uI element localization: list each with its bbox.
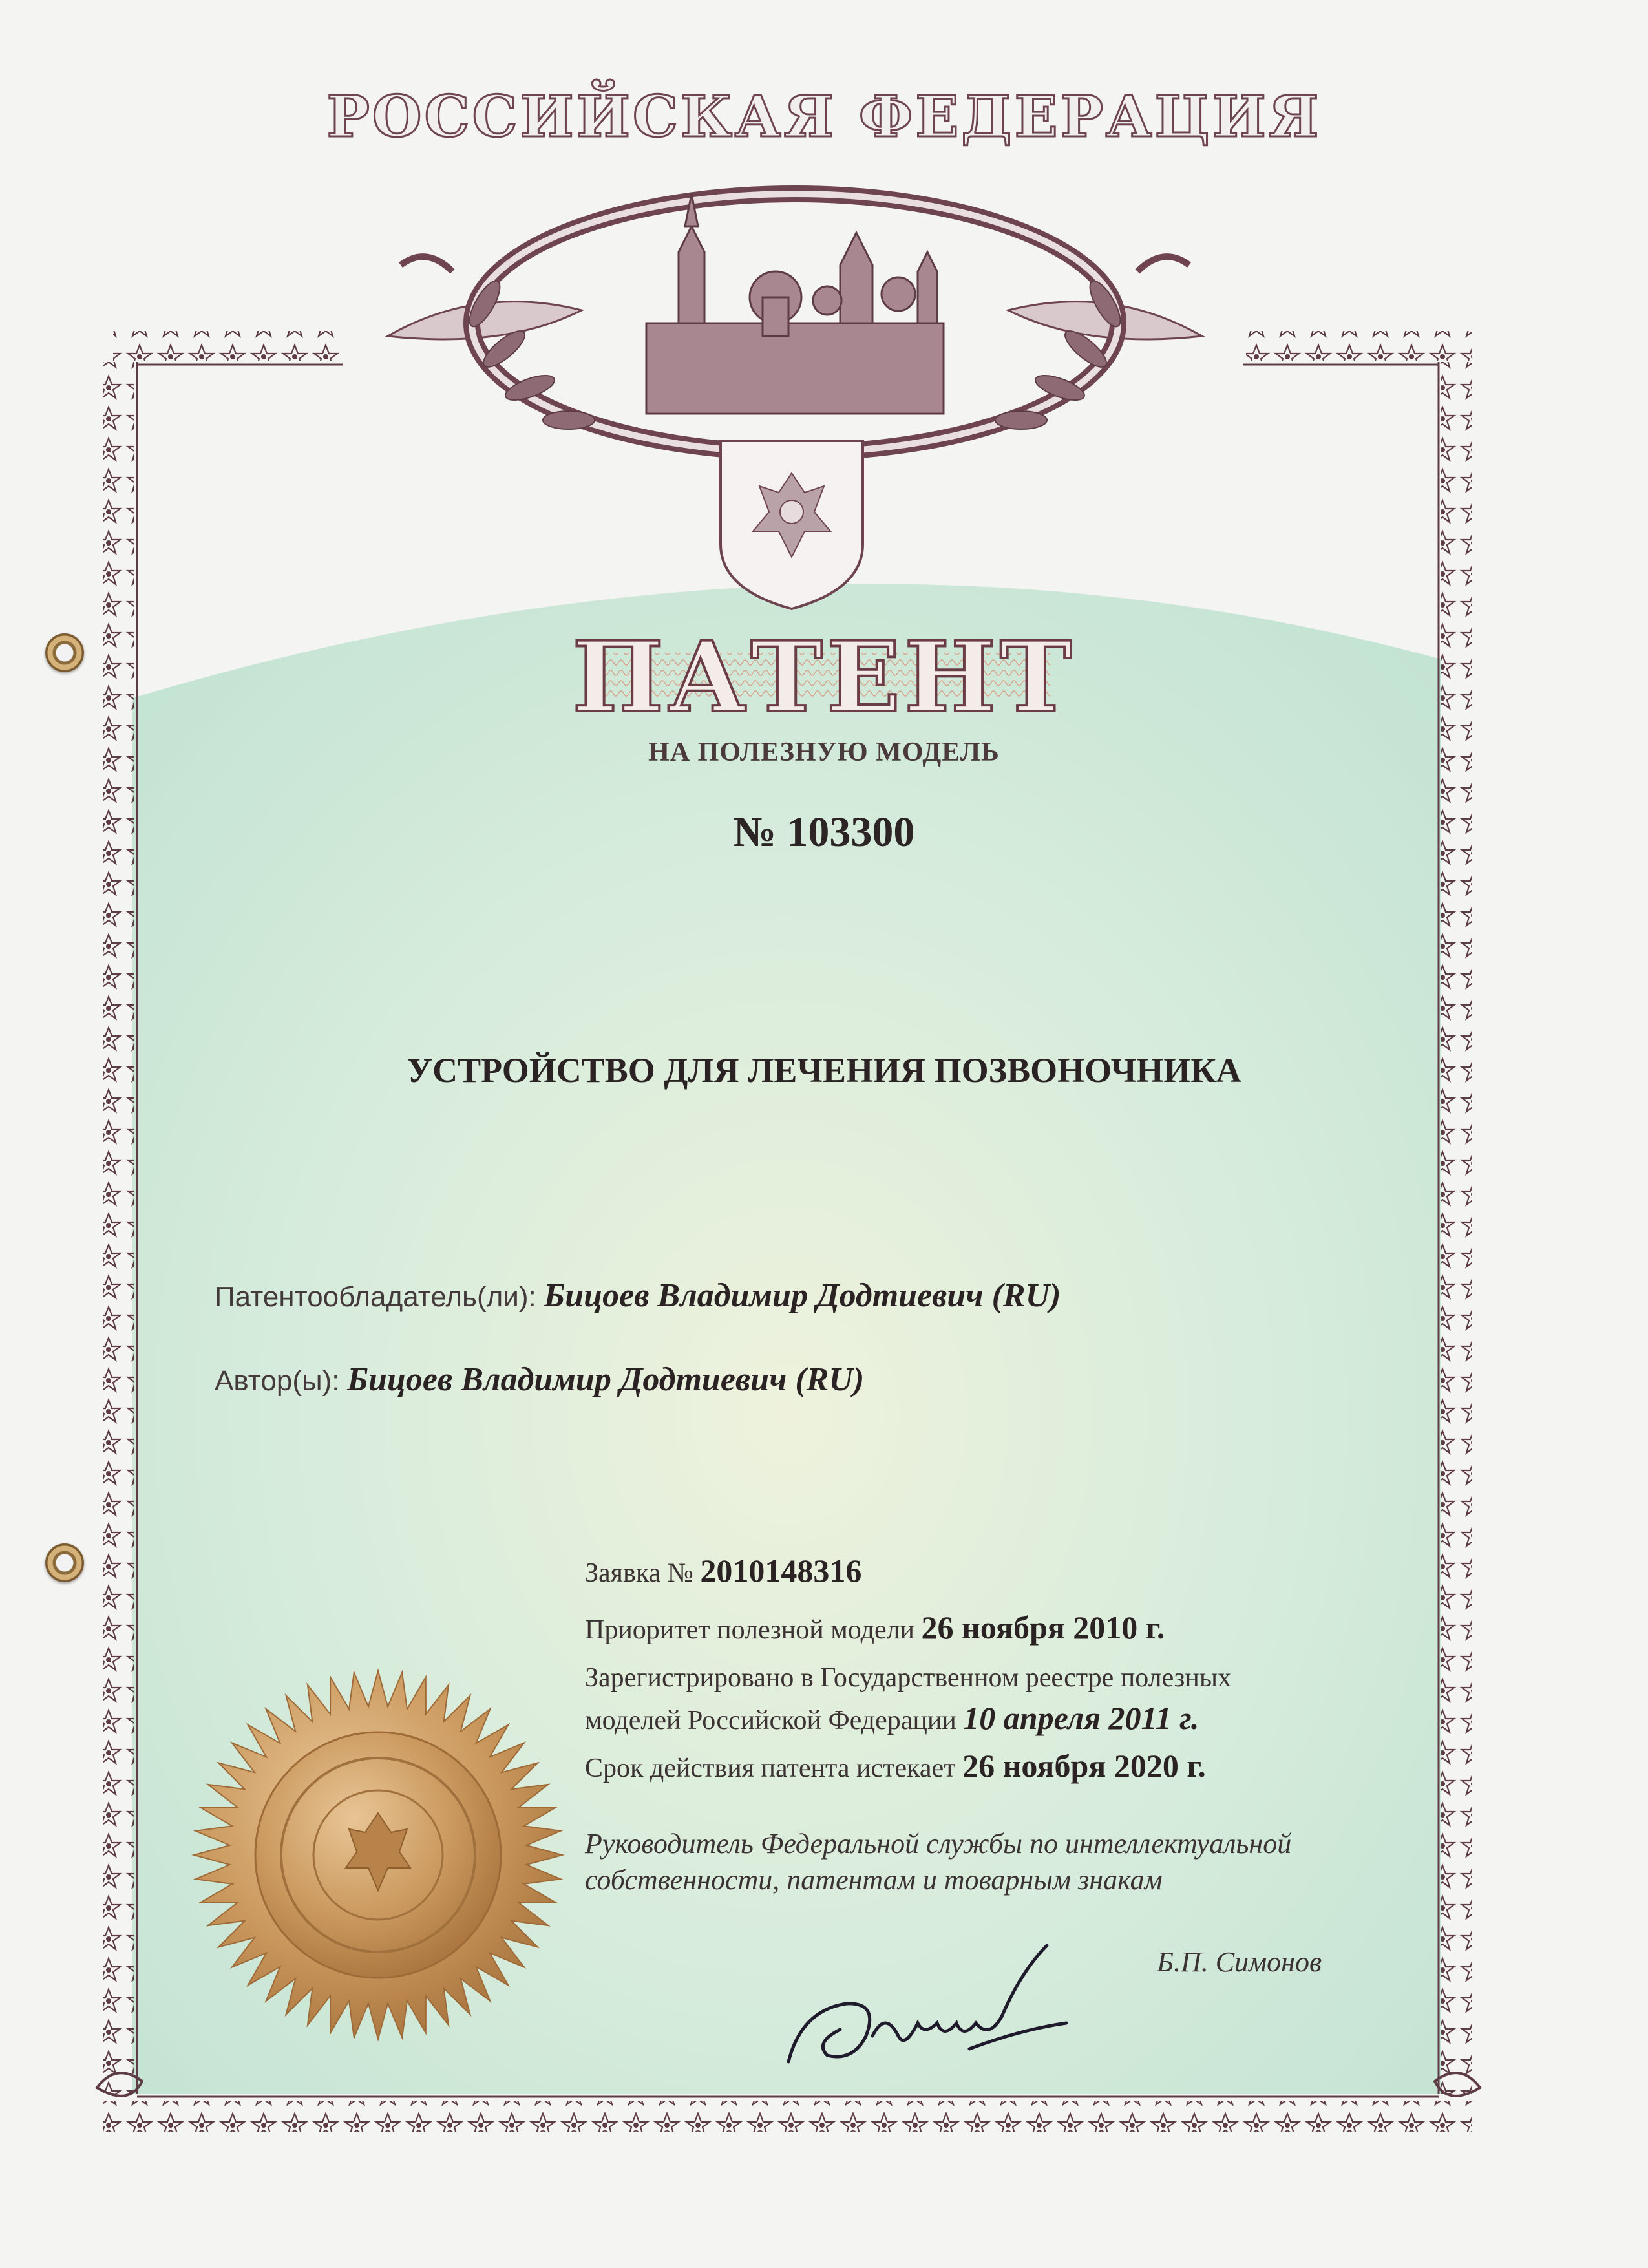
author-label: Автор(ы): — [215, 1365, 340, 1397]
border-bottom — [103, 2101, 1472, 2132]
expiry-line — [585, 1750, 1206, 1782]
registered-label: моделей Российской Федерации — [585, 1706, 956, 1735]
patent-holder-value: Бицоев Владимир Додтиевич (RU) — [544, 1277, 1061, 1314]
patent-title: ПАТЕНТ — [572, 620, 1076, 734]
expiry-label: Срок действия патента истекает — [585, 1754, 956, 1783]
author-value: Бицоев Владимир Додтиевич (RU) — [347, 1361, 865, 1398]
binder-grommet — [45, 633, 84, 672]
author-row — [215, 1361, 864, 1399]
patent-subtitle: НА ПОЛЕЗНУЮ МОДЕЛЬ — [648, 737, 1000, 767]
invention-title: УСТРОЙСТВО ДЛЯ ЛЕЧЕНИЯ ПОЗВОНОЧНИКА — [407, 1051, 1241, 1090]
binder-grommet — [45, 1543, 84, 1582]
application-label: Заявка № — [585, 1558, 693, 1588]
priority-date: 26 ноября 2010 г. — [921, 1609, 1165, 1646]
priority-label: Приоритет полезной модели — [585, 1615, 915, 1645]
registered-date: 10 апреля 2011 г. — [963, 1700, 1199, 1736]
coat-of-arms-icon — [714, 434, 869, 615]
expiry-date: 26 ноября 2020 г. — [962, 1748, 1206, 1784]
signatory-name: Б.П. Симонов — [1157, 1946, 1322, 1978]
border-top-right — [1246, 331, 1472, 361]
patent-holder-label: Патентообладатель(ли): — [215, 1281, 536, 1313]
signatory-title — [585, 1826, 1291, 1898]
handwritten-signature — [776, 1933, 1112, 2088]
border-top-left — [113, 331, 339, 361]
application-line — [585, 1554, 861, 1587]
registered-line1: Зарегистрировано в Государственном реестре полезных — [585, 1663, 1232, 1693]
application-number: 2010148316 — [700, 1553, 862, 1589]
signatory-title-line2: собственности, патентам и товарным знакам — [585, 1864, 1163, 1896]
country-title: РОССИЙСКАЯ ФЕДЕРАЦИЯ — [326, 83, 1322, 150]
patent-holder-row — [215, 1277, 1061, 1315]
patent-number: № 103300 — [733, 809, 915, 856]
registered-line2 — [585, 1702, 1199, 1734]
signatory-title-line1: Руководитель Федеральной службы по интеллектуальной — [585, 1828, 1292, 1860]
official-seal — [187, 1664, 569, 2046]
priority-line — [585, 1611, 1165, 1644]
